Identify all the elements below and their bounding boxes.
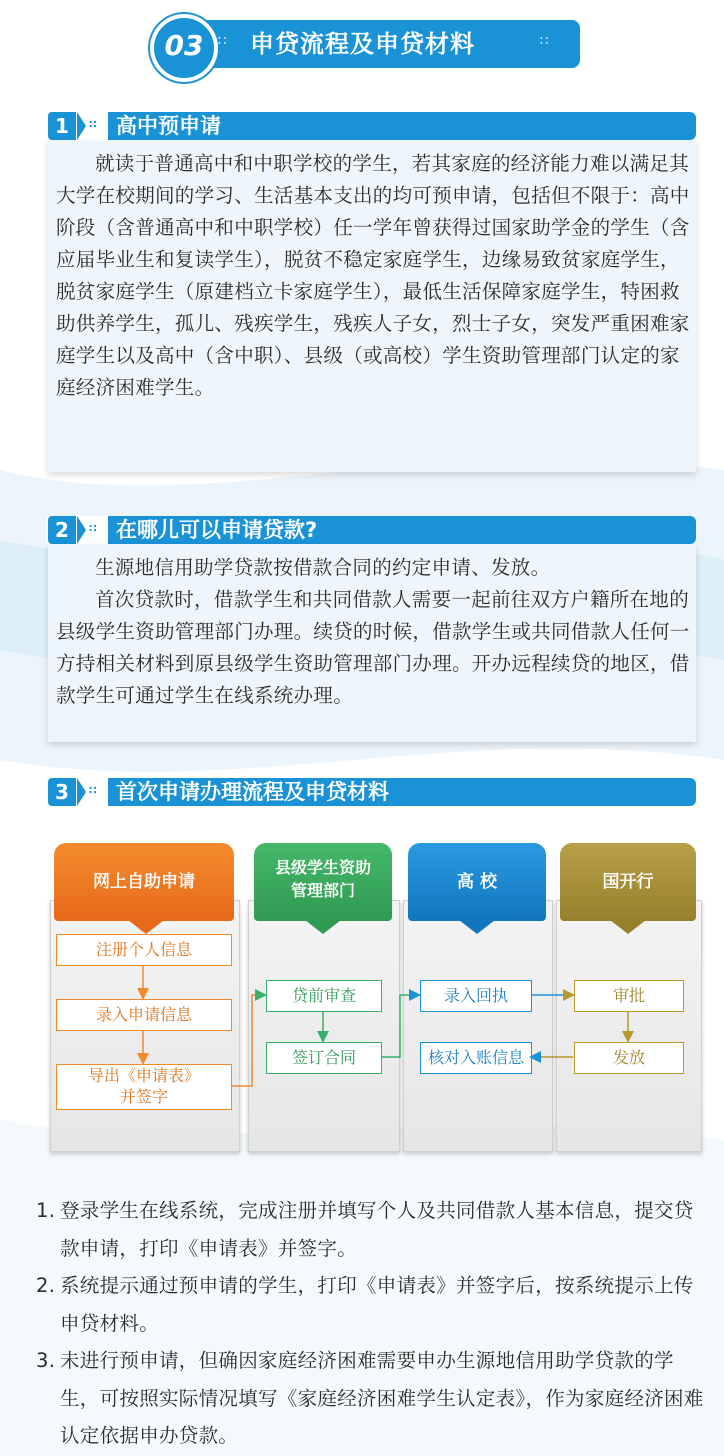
flow-box-enter-application: 录入申请信息 xyxy=(56,999,232,1031)
chevron-right-icon xyxy=(77,516,86,544)
flow-header-online xyxy=(54,843,234,921)
header-title: 申贷流程及申贷材料 xyxy=(250,30,475,58)
flow-box-enter-receipt: 录入回执 xyxy=(420,980,532,1012)
header-number: 03 xyxy=(164,29,204,62)
flow-column-school xyxy=(403,900,553,1152)
section-1-text xyxy=(56,148,696,404)
flow-header-school-label: 高 校 xyxy=(457,872,497,892)
flow-box-disburse: 发放 xyxy=(574,1042,684,1074)
flow-box-export-form xyxy=(56,1064,232,1110)
section-2-paragraph-1: 生源地信用助学贷款按借款合同的约定申请、发放。 xyxy=(95,556,551,579)
step-item-2 xyxy=(36,1267,706,1342)
flow-header-online-pointer xyxy=(128,920,164,934)
flow-box-sign-contract: 签订合同 xyxy=(266,1042,382,1074)
chevron-right-icon xyxy=(77,778,86,806)
header-dots-icon-right: ∷ xyxy=(540,34,550,49)
step-number: 3. xyxy=(36,1349,56,1372)
flow-box-pre-review: 贷前审查 xyxy=(266,980,382,1012)
flow-header-county-label-2: 管理部门 xyxy=(290,881,355,900)
flow-box-verify-account: 核对入账信息 xyxy=(420,1042,532,1074)
flow-header-school xyxy=(408,843,546,921)
flow-header-cdb-label: 国开行 xyxy=(602,872,654,892)
step-number: 2. xyxy=(36,1274,56,1297)
flow-header-school-pointer xyxy=(459,920,495,934)
flow-column-county xyxy=(248,900,400,1152)
flow-column-cdb xyxy=(556,900,702,1152)
step-number: 1. xyxy=(36,1199,56,1222)
step-text: 系统提示通过预申请的学生，打印《申请表》并签字后，按系统提示上传申贷材料。 xyxy=(60,1274,694,1335)
flow-header-cdb xyxy=(560,843,696,921)
flow-box-export-form-line-1: 导出《申请表》 xyxy=(87,1066,200,1085)
section-1-number: 1 xyxy=(48,112,76,140)
section-2-number: 2 xyxy=(48,516,76,544)
header-dots-icon: ∷ xyxy=(218,34,228,49)
section-1-title: 高中预申请 xyxy=(116,114,221,138)
step-item-1 xyxy=(36,1192,706,1267)
dots-icon: ∷ xyxy=(89,522,98,535)
section-2-text xyxy=(56,552,696,712)
dots-icon: ∷ xyxy=(89,118,98,131)
section-2-title: 在哪儿可以申请贷款? xyxy=(116,518,318,542)
flow-box-approve: 审批 xyxy=(574,980,684,1012)
section-3-title: 首次申请办理流程及申贷材料 xyxy=(116,780,389,804)
section-2-paragraph-2: 首次贷款时，借款学生和共同借款人需要一起前往双方户籍所在地的县级学生资助管理部门办理。续贷的时候，借款学生或共同借款人任何一方持相关材料到原县级学生资助管理部门办理。开办远程续贷的地区，借款学生可通过学生在线系统办理。 xyxy=(56,588,690,707)
steps-list xyxy=(36,1192,706,1455)
section-1-paragraph: 就读于普通高中和中职学校的学生，若其家庭的经济能力难以满足其大学在校期间的学习、生活基本支出的均可预申请，包括但不限于：高中阶段（含普通高中和中职学校）任一学年曾获得过国家助学金的学生（含应届毕业生和复读学生），脱贫不稳定家庭学生，边缘易致贫家庭学生，脱贫家庭学生（原建档立卡家庭学生），最低生活保障家庭学生，特困救助供养学生，孤儿、残疾学生，残疾人子女，烈士子女，突发严重困难家庭学生以及高中（含中职）、县级（或高校）学生资助管理部门认定的家庭经济困难学生。 xyxy=(56,152,690,399)
chevron-right-icon xyxy=(77,112,86,140)
step-item-3 xyxy=(36,1342,706,1455)
flow-box-register: 注册个人信息 xyxy=(56,934,232,966)
step-text: 登录学生在线系统，完成注册并填写个人及共同借款人基本信息，提交贷款申请，打印《申请表》并签字。 xyxy=(60,1199,694,1260)
section-3-number: 3 xyxy=(48,778,76,806)
flow-header-online-label: 网上自助申请 xyxy=(93,872,195,892)
step-text: 未进行预申请，但确因家庭经济困难需要申办生源地信用助学贷款的学生，可按照实际情况填写《家庭经济困难学生认定表》，作为家庭经济困难认定依据申办贷款。 xyxy=(60,1349,704,1447)
flow-header-county xyxy=(254,843,392,921)
flow-header-cdb-pointer xyxy=(610,920,646,934)
flow-header-county-pointer xyxy=(305,920,341,934)
dots-icon: ∷ xyxy=(89,784,98,797)
flow-header-county-label-1: 县级学生资助 xyxy=(274,858,371,877)
flow-box-export-form-line-2: 并签字 xyxy=(119,1087,168,1106)
